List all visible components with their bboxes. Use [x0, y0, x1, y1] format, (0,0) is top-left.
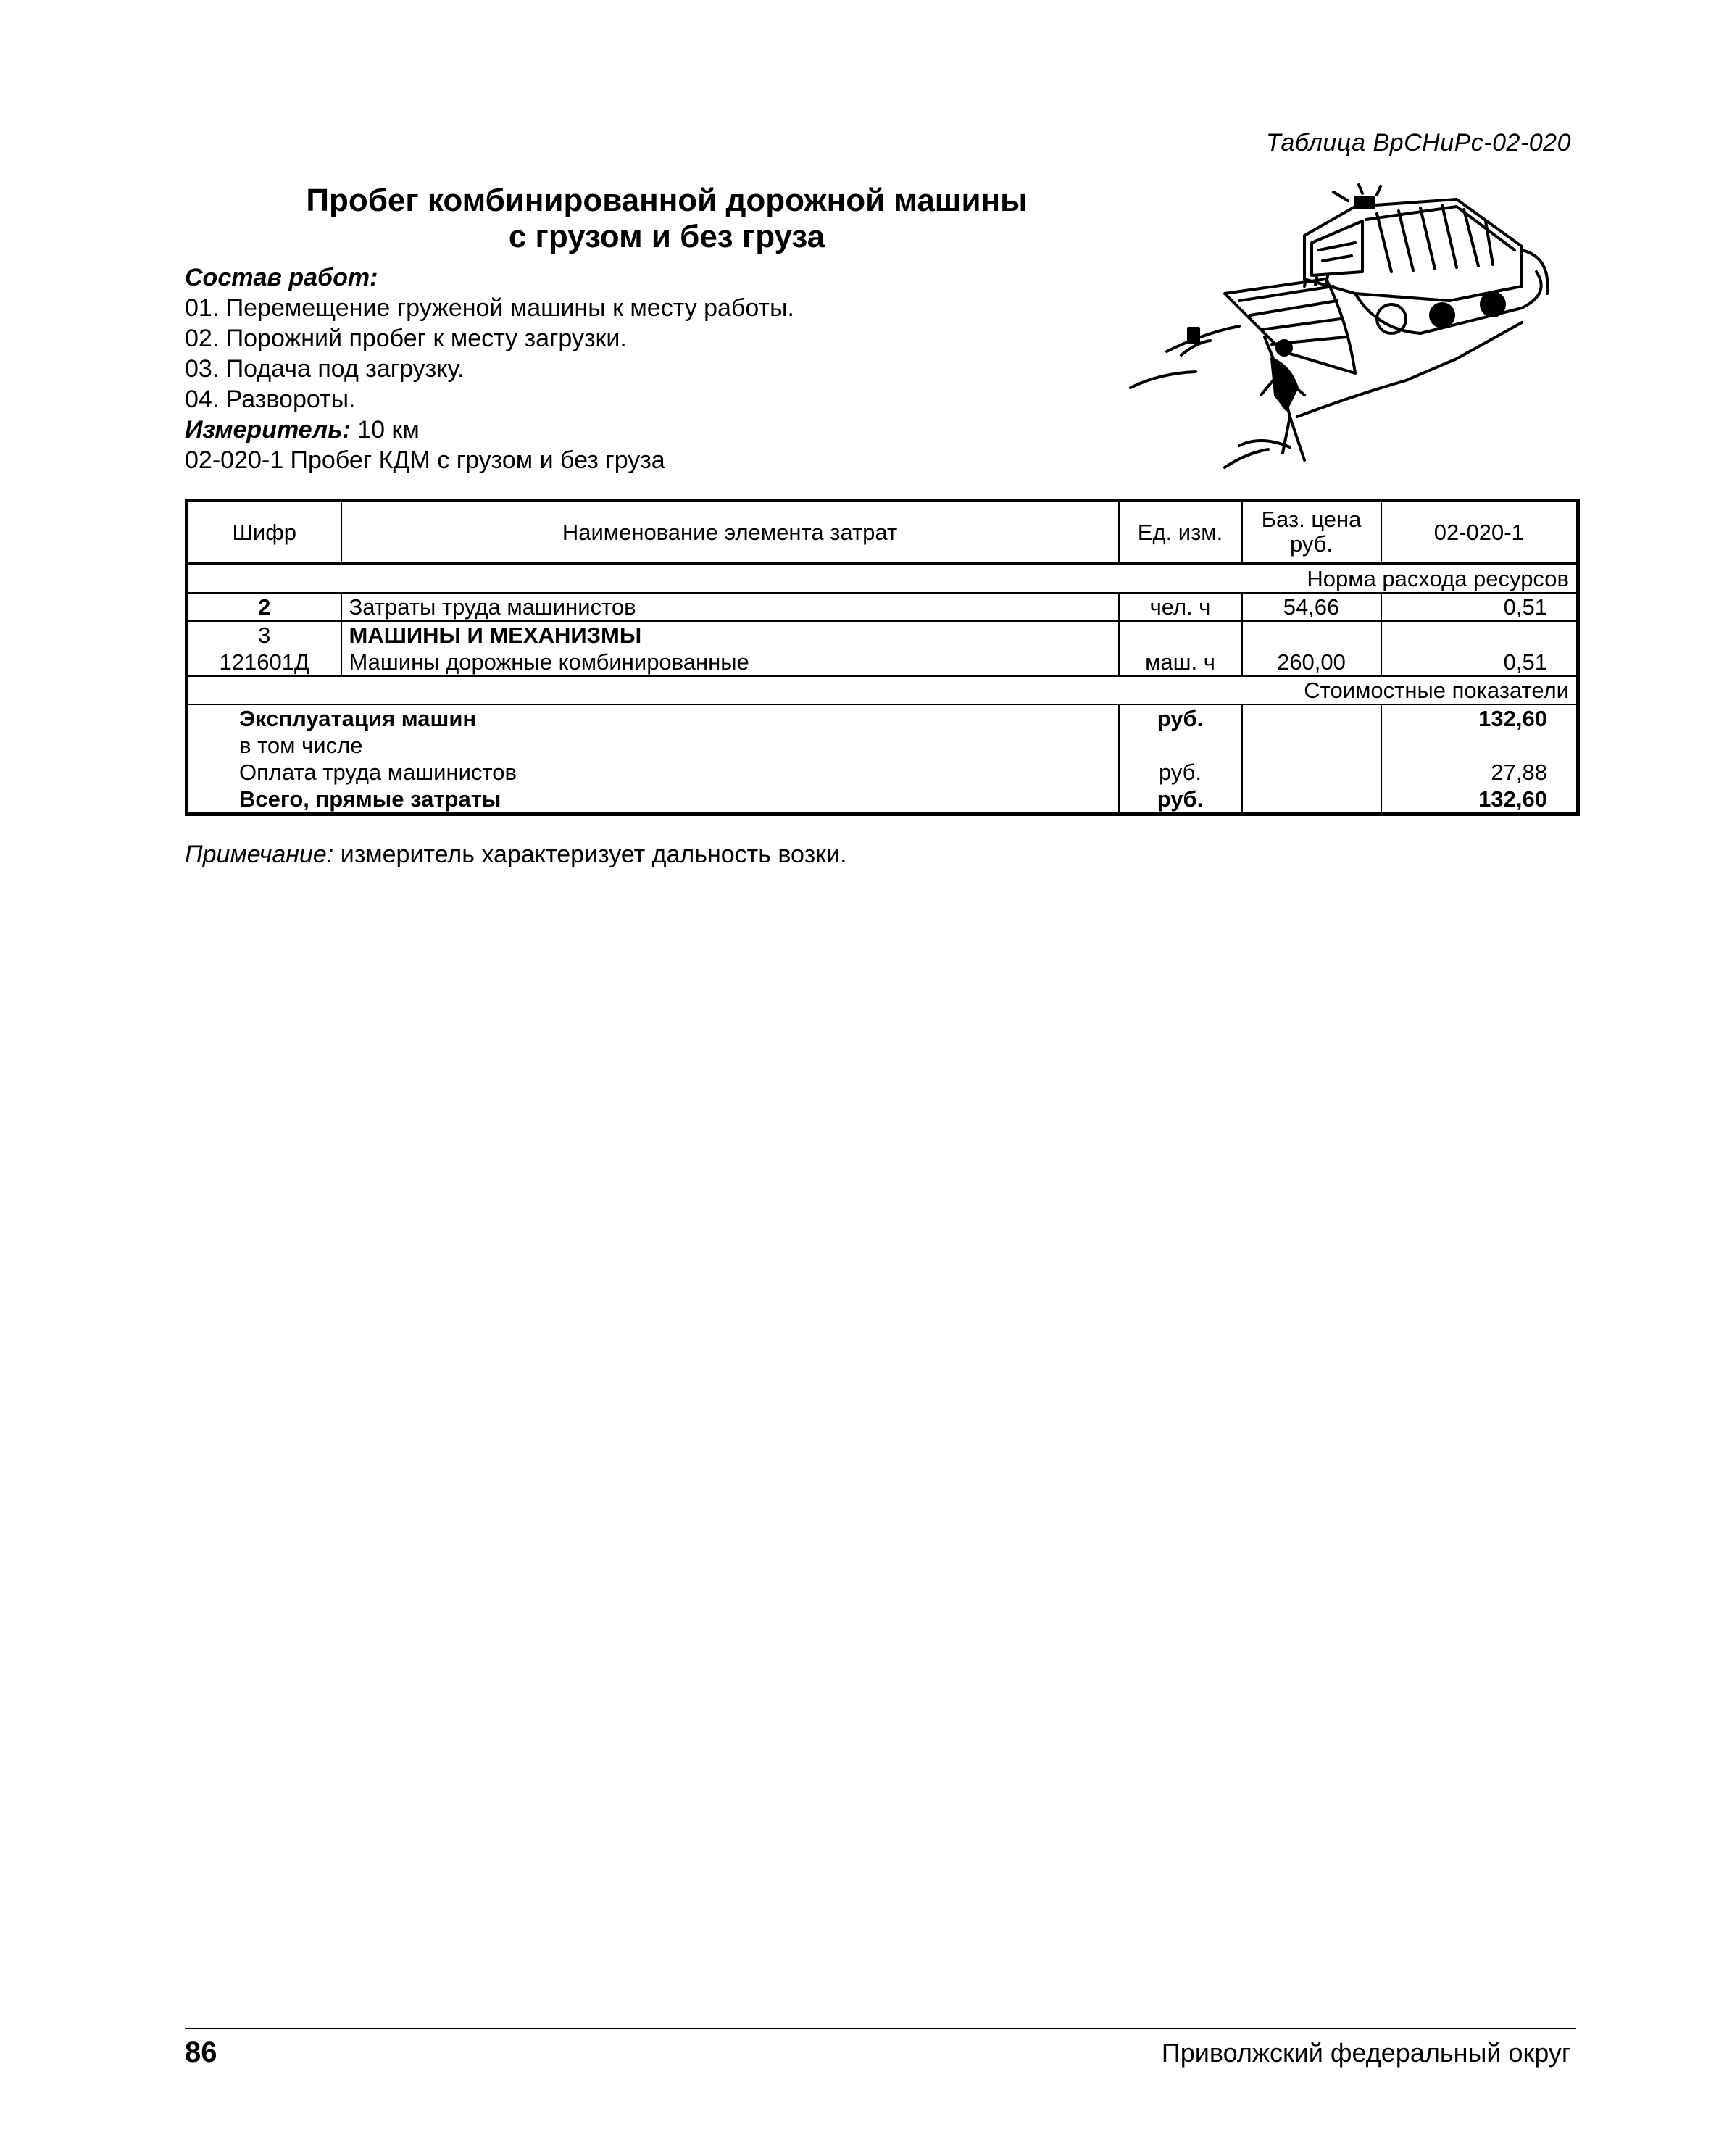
- row-value: [1381, 621, 1578, 649]
- table-row: [187, 649, 1578, 676]
- cost-row: [187, 732, 1578, 759]
- cost-price: [1242, 786, 1381, 815]
- composition-item: 01. Перемещение груженой машины к месту работы.: [185, 294, 795, 322]
- header-norm: 02-020-1: [1381, 501, 1578, 564]
- section-costs-label: Стоимостные показатели: [187, 676, 1578, 704]
- note-text: измеритель характеризует дальность возки.: [333, 841, 847, 868]
- cost-value: 27,88: [1381, 759, 1578, 786]
- composition-item: 02. Порожний пробег к месту загрузки.: [185, 325, 627, 352]
- cost-row: [187, 786, 1578, 815]
- header-price: Баз. цена руб.: [1242, 501, 1381, 564]
- header-name: Наименование элемента затрат: [341, 501, 1119, 564]
- title-line-2: с грузом и без груза: [508, 219, 825, 254]
- meter-value: 10 км: [350, 416, 420, 444]
- row-code: 2: [187, 593, 341, 621]
- composition-item: 03. Подача под загрузку.: [185, 355, 465, 383]
- cost-name: Всего, прямые затраты: [187, 786, 1119, 815]
- meter-label: Измеритель:: [185, 416, 351, 444]
- work-composition: [185, 262, 794, 475]
- cost-price: [1242, 732, 1381, 759]
- row-name: МАШИНЫ И МЕХАНИЗМЫ: [341, 621, 1119, 649]
- cost-name: Эксплуатация машин: [187, 704, 1119, 732]
- table-header-row: [187, 501, 1578, 564]
- row-name: Затраты труда машинистов: [341, 593, 1119, 621]
- composition-item: 04. Развороты.: [185, 386, 356, 413]
- section-row-costs: [187, 676, 1578, 704]
- cost-unit: [1119, 732, 1242, 759]
- cost-price: [1242, 759, 1381, 786]
- code-line: 02-020-1 Пробег КДМ с грузом и без груза: [185, 446, 665, 474]
- row-value: 0,51: [1381, 593, 1578, 621]
- footer-region: Приволжский федеральный округ: [1161, 2038, 1571, 2068]
- composition-heading: Состав работ:: [185, 264, 378, 291]
- note-label: Примечание:: [185, 841, 334, 868]
- footer-divider: [185, 2028, 1576, 2029]
- cost-value: 132,60: [1381, 786, 1578, 815]
- cost-table: [185, 499, 1580, 816]
- section-norms-label: Норма расхода ресурсов: [187, 564, 1578, 594]
- row-price: [1242, 621, 1381, 649]
- header-code: Шифр: [187, 501, 341, 564]
- row-code: 121601Д: [187, 649, 341, 676]
- row-unit: [1119, 621, 1242, 649]
- page-number: 86: [185, 2036, 217, 2068]
- cost-name: Оплата труда машинистов: [187, 759, 1119, 786]
- row-unit: чел. ч: [1119, 593, 1242, 621]
- cost-unit: руб.: [1119, 786, 1242, 815]
- header-unit: Ед. изм.: [1119, 501, 1242, 564]
- row-unit: маш. ч: [1119, 649, 1242, 676]
- cost-name: в том числе: [187, 732, 1119, 759]
- road-machine-illustration: [1116, 178, 1580, 482]
- title-line-1: Пробег комбинированной дорожной машины: [306, 183, 1028, 218]
- row-value: 0,51: [1381, 649, 1578, 676]
- table-row: [187, 593, 1578, 621]
- cost-value: 132,60: [1381, 704, 1578, 732]
- cost-unit: руб.: [1119, 704, 1242, 732]
- note: [185, 841, 847, 869]
- cost-row: [187, 759, 1578, 786]
- table-row: [187, 621, 1578, 649]
- row-price: 260,00: [1242, 649, 1381, 676]
- row-price: 54,66: [1242, 593, 1381, 621]
- row-name: Машины дорожные комбинированные: [341, 649, 1119, 676]
- cost-row: [187, 704, 1578, 732]
- row-code: 3: [187, 621, 341, 649]
- cost-price: [1242, 704, 1381, 732]
- cost-unit: руб.: [1119, 759, 1242, 786]
- meter-line: [185, 415, 794, 445]
- section-row-norms: [187, 564, 1578, 594]
- table-reference: Таблица ВрСНиРс-02-020: [1265, 129, 1571, 157]
- document-title: [217, 183, 1116, 255]
- cost-value: [1381, 732, 1578, 759]
